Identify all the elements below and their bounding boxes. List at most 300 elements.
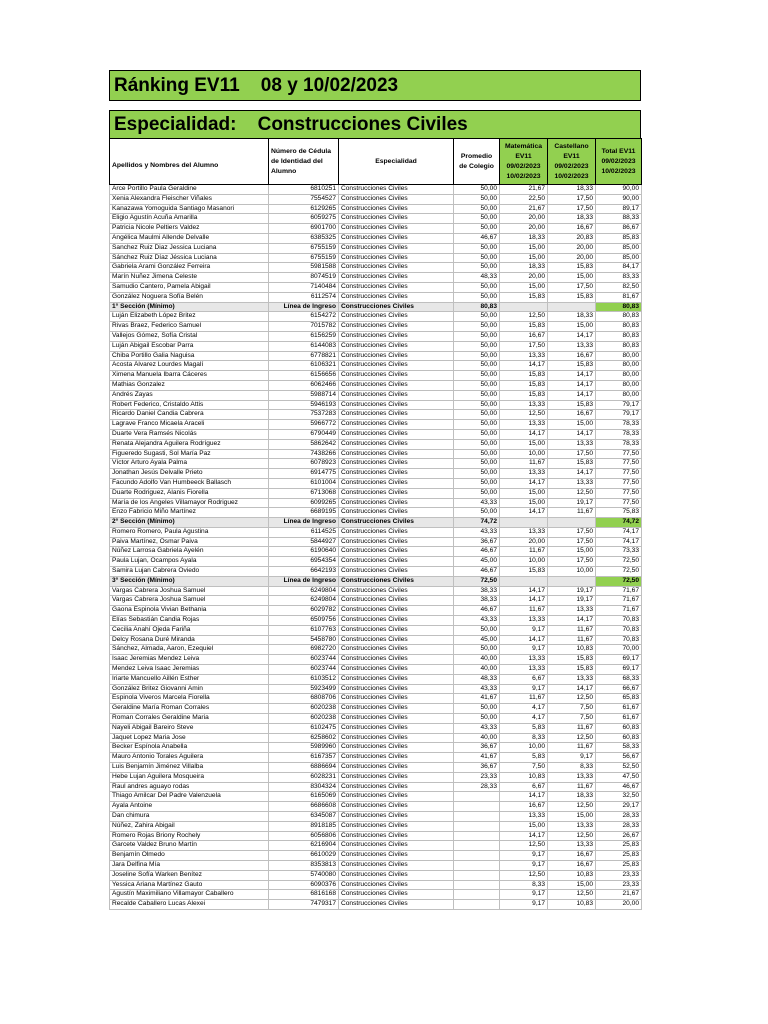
table-row: [110, 400, 642, 410]
cell-name: Samira Lujan Cabrera Oviedo: [110, 567, 269, 577]
cell-castellano: 12,50: [548, 802, 596, 812]
cell-promedio: 50,00: [454, 380, 500, 390]
cell-name: Espinola Viveros Marcela Fiorella: [110, 694, 269, 704]
cell-promedio: 40,00: [454, 665, 500, 675]
cell-matematica: 6,67: [500, 674, 548, 684]
cell-matematica: 20,00: [500, 214, 548, 224]
cell-castellano: 16,67: [548, 351, 596, 361]
cell-promedio: 45,00: [454, 557, 500, 567]
cell-especialidad: Construcciones Civiles: [339, 870, 454, 880]
cell-promedio: 40,00: [454, 733, 500, 743]
table-row: [110, 263, 642, 273]
cell-promedio: 46,67: [454, 567, 500, 577]
table-row: [110, 498, 642, 508]
cell-cedula: Línea de Ingreso: [269, 576, 339, 586]
table-row: [110, 292, 642, 302]
cell-matematica: 21,67: [500, 204, 548, 214]
cell-cedula: 6023744: [269, 665, 339, 675]
table-row: [110, 753, 642, 763]
cell-name: Raul andres aguayo rodas: [110, 782, 269, 792]
cell-castellano: 12,50: [548, 890, 596, 900]
cell-name: Sánchez Ruiz Díaz Jéssica Luciana: [110, 253, 269, 263]
cell-promedio: 43,33: [454, 616, 500, 626]
cell-matematica: 18,33: [500, 263, 548, 273]
cell-total: 26,67: [596, 831, 642, 841]
cell-name: Garcete Valdez Bruno Martín: [110, 841, 269, 851]
cell-total: 23,33: [596, 880, 642, 890]
cell-total: 90,00: [596, 185, 642, 195]
cell-cedula: 6129265: [269, 204, 339, 214]
cell-especialidad: Construcciones Civiles: [339, 527, 454, 537]
cell-matematica: [500, 518, 548, 528]
cell-total: 77,50: [596, 459, 642, 469]
cell-total: 89,17: [596, 204, 642, 214]
cell-name: Facundo Adolfo Van Humbeeck Ballasch: [110, 478, 269, 488]
table-row: [110, 194, 642, 204]
cell-promedio: 46,67: [454, 233, 500, 243]
table-row: [110, 429, 642, 439]
cell-matematica: 15,83: [500, 380, 548, 390]
cell-especialidad: Construcciones Civiles: [339, 282, 454, 292]
table-row: [110, 390, 642, 400]
cell-especialidad: Construcciones Civiles: [339, 233, 454, 243]
cell-promedio: 48,33: [454, 273, 500, 283]
cell-name: Ricardo Daniel Candia Cabrera: [110, 410, 269, 420]
cell-matematica: 9,17: [500, 684, 548, 694]
cell-total: 88,33: [596, 214, 642, 224]
cell-name: Vargas Cabrera Joshua Samuel: [110, 586, 269, 596]
table-row: [110, 665, 642, 675]
header-total: Total EV11 09/02/2023 10/02/2023: [596, 139, 642, 185]
header-cedula: Número de Cédula de Identidad del Alumno: [269, 139, 339, 185]
cell-cedula: 6107763: [269, 625, 339, 635]
cell-name: Mathias Gonzalez: [110, 380, 269, 390]
header-especialidad: Especialidad: [339, 139, 454, 185]
cell-castellano: 12,50: [548, 733, 596, 743]
cell-name: Paula Lujan, Ocampos Ayala: [110, 557, 269, 567]
cell-name: Figueredo Sugasti, Sol María Paz: [110, 449, 269, 459]
cell-promedio: [454, 900, 500, 910]
cell-matematica: 7,50: [500, 763, 548, 773]
cell-castellano: 14,17: [548, 371, 596, 381]
cell-especialidad: Construcciones Civiles: [339, 812, 454, 822]
cell-name: Lagrave Franco Micaela Araceli: [110, 420, 269, 430]
cell-promedio: 50,00: [454, 282, 500, 292]
cell-castellano: 15,00: [548, 420, 596, 430]
cell-total: 61,67: [596, 714, 642, 724]
cell-total: 80,83: [596, 322, 642, 332]
table-row: [110, 674, 642, 684]
table-row: [110, 860, 642, 870]
cell-castellano: 13,33: [548, 606, 596, 616]
cell-name: Jonathan Jesús Delvalle Prieto: [110, 469, 269, 479]
cell-especialidad: Construcciones Civiles: [339, 841, 454, 851]
cell-matematica: 15,83: [500, 567, 548, 577]
cell-cedula: 6112574: [269, 292, 339, 302]
cell-total: 80,83: [596, 312, 642, 322]
cell-cedula: 6020238: [269, 714, 339, 724]
cell-promedio: 40,00: [454, 655, 500, 665]
table-row: [110, 380, 642, 390]
cell-name: Mendez Leiva Isaac Jeremias: [110, 665, 269, 675]
cell-name: Rivas Braez, Federico Samuel: [110, 322, 269, 332]
cell-name: Angélica Maulmi Allende Delvalle: [110, 233, 269, 243]
cell-total: 25,83: [596, 841, 642, 851]
cell-cedula: 6816168: [269, 890, 339, 900]
table-row: [110, 410, 642, 420]
table-row: [110, 733, 642, 743]
cell-castellano: 15,83: [548, 459, 596, 469]
cell-name: Delcy Rosana Duré Miranda: [110, 635, 269, 645]
cell-matematica: 16,67: [500, 331, 548, 341]
cell-total: 70,83: [596, 635, 642, 645]
cell-promedio: 43,33: [454, 498, 500, 508]
cell-promedio: 50,00: [454, 439, 500, 449]
cell-promedio: 50,00: [454, 488, 500, 498]
cell-total: 80,00: [596, 390, 642, 400]
cell-total: 83,33: [596, 273, 642, 283]
cell-promedio: 50,00: [454, 508, 500, 518]
cell-especialidad: Construcciones Civiles: [339, 312, 454, 322]
cell-especialidad: Construcciones Civiles: [339, 645, 454, 655]
table-row: [110, 743, 642, 753]
cell-promedio: 50,00: [454, 410, 500, 420]
cell-matematica: 21,67: [500, 185, 548, 195]
cell-total: 85,00: [596, 243, 642, 253]
table-row: [110, 714, 642, 724]
cell-total: 71,67: [596, 596, 642, 606]
cell-especialidad: Construcciones Civiles: [339, 880, 454, 890]
cell-especialidad: Construcciones Civiles: [339, 704, 454, 714]
cell-especialidad: Construcciones Civiles: [339, 194, 454, 204]
table-row: [110, 508, 642, 518]
cell-castellano: 14,17: [548, 684, 596, 694]
cell-promedio: 28,33: [454, 782, 500, 792]
cell-castellano: 17,50: [548, 537, 596, 547]
cell-cedula: 5844927: [269, 537, 339, 547]
cell-matematica: 14,17: [500, 429, 548, 439]
cell-promedio: [454, 890, 500, 900]
table-row: [110, 831, 642, 841]
cell-promedio: [454, 870, 500, 880]
cell-cedula: 6755159: [269, 243, 339, 253]
table-row: [110, 890, 642, 900]
cell-castellano: 17,50: [548, 194, 596, 204]
table-row: [110, 684, 642, 694]
cell-name: González Britez Giovanni Amin: [110, 684, 269, 694]
cell-total: 84,17: [596, 263, 642, 273]
cell-cedula: 6062466: [269, 380, 339, 390]
cell-especialidad: Construcciones Civiles: [339, 390, 454, 400]
cell-promedio: 50,00: [454, 312, 500, 322]
cell-promedio: 43,33: [454, 723, 500, 733]
cell-cedula: 6249804: [269, 586, 339, 596]
table-row: [110, 224, 642, 234]
section-row: [110, 302, 642, 312]
cell-castellano: 11,67: [548, 635, 596, 645]
cell-castellano: 16,67: [548, 224, 596, 234]
cell-castellano: 15,00: [548, 273, 596, 283]
cell-especialidad: Construcciones Civiles: [339, 204, 454, 214]
cell-cedula: 6144083: [269, 341, 339, 351]
table-row: [110, 870, 642, 880]
cell-promedio: 50,00: [454, 449, 500, 459]
cell-castellano: 16,67: [548, 851, 596, 861]
cell-total: 81,67: [596, 292, 642, 302]
cell-matematica: 17,50: [500, 341, 548, 351]
cell-total: 75,83: [596, 508, 642, 518]
cell-name: Recalde Caballero Lucas Alexei: [110, 900, 269, 910]
cell-cedula: 6982720: [269, 645, 339, 655]
cell-especialidad: Construcciones Civiles: [339, 831, 454, 841]
cell-cedula: Línea de Ingreso: [269, 518, 339, 528]
table-row: [110, 802, 642, 812]
cell-matematica: [500, 576, 548, 586]
cell-total: 21,67: [596, 890, 642, 900]
table-body: [110, 185, 642, 910]
cell-matematica: 15,00: [500, 498, 548, 508]
cell-total: 32,50: [596, 792, 642, 802]
cell-castellano: 14,17: [548, 616, 596, 626]
table-row: [110, 371, 642, 381]
cell-promedio: 50,00: [454, 478, 500, 488]
cell-cedula: 8353813: [269, 860, 339, 870]
cell-name: Andrés Zayas: [110, 390, 269, 400]
cell-name: Ximena Manuela Ibarra Cáceres: [110, 371, 269, 381]
cell-especialidad: Construcciones Civiles: [339, 586, 454, 596]
cell-promedio: 50,00: [454, 194, 500, 204]
cell-name: Luján Abigail Escobar Parra: [110, 341, 269, 351]
cell-total: 60,83: [596, 723, 642, 733]
cell-cedula: 6114525: [269, 527, 339, 537]
cell-matematica: 15,83: [500, 292, 548, 302]
cell-castellano: 18,33: [548, 792, 596, 802]
cell-total: 80,00: [596, 371, 642, 381]
cell-matematica: 11,67: [500, 606, 548, 616]
cell-promedio: 50,00: [454, 185, 500, 195]
cell-cedula: 6713068: [269, 488, 339, 498]
cell-cedula: 6914775: [269, 469, 339, 479]
cell-total: 80,83: [596, 331, 642, 341]
cell-matematica: 9,17: [500, 851, 548, 861]
cell-cedula: 5740080: [269, 870, 339, 880]
cell-especialidad: Construcciones Civiles: [339, 351, 454, 361]
table-row: [110, 420, 642, 430]
cell-matematica: 15,00: [500, 243, 548, 253]
cell-especialidad: Construcciones Civiles: [339, 478, 454, 488]
cell-total: 23,33: [596, 870, 642, 880]
cell-cedula: 6101004: [269, 478, 339, 488]
cell-especialidad: Construcciones Civiles: [339, 508, 454, 518]
cell-name: Patricia Nicole Peltiers Valdez: [110, 224, 269, 234]
cell-especialidad: Construcciones Civiles: [339, 900, 454, 910]
cell-total: 72,50: [596, 576, 642, 586]
cell-promedio: [454, 802, 500, 812]
cell-matematica: 15,00: [500, 253, 548, 263]
cell-cedula: 6686608: [269, 802, 339, 812]
cell-cedula: 7140484: [269, 282, 339, 292]
table-row: [110, 772, 642, 782]
cell-cedula: 6156656: [269, 371, 339, 381]
cell-total: 69,17: [596, 665, 642, 675]
table-row: [110, 361, 642, 371]
cell-especialidad: Construcciones Civiles: [339, 273, 454, 283]
cell-promedio: [454, 860, 500, 870]
cell-total: 78,33: [596, 420, 642, 430]
cell-cedula: 7554527: [269, 194, 339, 204]
cell-matematica: 13,33: [500, 527, 548, 537]
cell-especialidad: Construcciones Civiles: [339, 302, 454, 312]
table-row: [110, 616, 642, 626]
cell-matematica: 5,83: [500, 723, 548, 733]
cell-cedula: 6090376: [269, 880, 339, 890]
cell-cedula: 6216904: [269, 841, 339, 851]
cell-especialidad: Construcciones Civiles: [339, 557, 454, 567]
cell-castellano: 16,67: [548, 860, 596, 870]
cell-name: 2° Sección (Mínimo): [110, 518, 269, 528]
cell-promedio: 50,00: [454, 243, 500, 253]
cell-promedio: 38,33: [454, 586, 500, 596]
cell-especialidad: Construcciones Civiles: [339, 782, 454, 792]
cell-total: 90,00: [596, 194, 642, 204]
cell-cedula: 6249804: [269, 596, 339, 606]
table-row: [110, 880, 642, 890]
cell-name: Becker Espínola Anabella: [110, 743, 269, 753]
cell-total: 46,67: [596, 782, 642, 792]
cell-especialidad: Construcciones Civiles: [339, 292, 454, 302]
cell-castellano: 17,50: [548, 449, 596, 459]
cell-promedio: 50,00: [454, 322, 500, 332]
cell-castellano: 20,00: [548, 253, 596, 263]
cell-especialidad: Construcciones Civiles: [339, 655, 454, 665]
table-row: [110, 273, 642, 283]
cell-name: Ayala Antoine: [110, 802, 269, 812]
table-row: [110, 851, 642, 861]
table-row: [110, 704, 642, 714]
cell-especialidad: Construcciones Civiles: [339, 635, 454, 645]
cell-cedula: 6954354: [269, 557, 339, 567]
table-row: [110, 439, 642, 449]
table-row: [110, 449, 642, 459]
cell-especialidad: Construcciones Civiles: [339, 371, 454, 381]
cell-name: Hebe Lujan Aguilera Mosqueira: [110, 772, 269, 782]
cell-name: Luján Elizabeth López Britez: [110, 312, 269, 322]
cell-cedula: Línea de Ingreso: [269, 302, 339, 312]
cell-cedula: 6029782: [269, 606, 339, 616]
cell-name: Arce Portillo Paula Geraldine: [110, 185, 269, 195]
cell-promedio: 50,00: [454, 214, 500, 224]
page-title: Ránking EV11 08 y 10/02/2023: [109, 70, 641, 101]
cell-promedio: 23,33: [454, 772, 500, 782]
cell-especialidad: Construcciones Civiles: [339, 753, 454, 763]
cell-promedio: 50,00: [454, 371, 500, 381]
table-row: [110, 557, 642, 567]
cell-total: 70,00: [596, 645, 642, 655]
cell-castellano: 13,33: [548, 341, 596, 351]
table-row: [110, 527, 642, 537]
cell-cedula: 6385325: [269, 233, 339, 243]
cell-name: Dan chimura: [110, 812, 269, 822]
cell-castellano: 7,50: [548, 714, 596, 724]
cell-matematica: [500, 302, 548, 312]
table-row: [110, 537, 642, 547]
cell-especialidad: Construcciones Civiles: [339, 361, 454, 371]
cell-castellano: 9,17: [548, 753, 596, 763]
cell-matematica: 4,17: [500, 704, 548, 714]
cell-total: 25,83: [596, 851, 642, 861]
cell-especialidad: Construcciones Civiles: [339, 821, 454, 831]
cell-name: María de los Angeles Villamayor Rodriguez: [110, 498, 269, 508]
cell-promedio: 50,00: [454, 341, 500, 351]
cell-name: Nayeli Abigail Bareiro Steve: [110, 723, 269, 733]
cell-especialidad: Construcciones Civiles: [339, 459, 454, 469]
cell-castellano: [548, 518, 596, 528]
cell-promedio: 50,00: [454, 390, 500, 400]
cell-total: 77,50: [596, 478, 642, 488]
cell-matematica: 14,17: [500, 508, 548, 518]
cell-especialidad: Construcciones Civiles: [339, 537, 454, 547]
cell-promedio: 45,00: [454, 635, 500, 645]
cell-cedula: 6190640: [269, 547, 339, 557]
cell-cedula: 6099265: [269, 498, 339, 508]
cell-castellano: 15,83: [548, 665, 596, 675]
section-row: [110, 518, 642, 528]
cell-promedio: 50,00: [454, 714, 500, 724]
cell-cedula: 8304324: [269, 782, 339, 792]
cell-cedula: 7015782: [269, 322, 339, 332]
cell-promedio: 50,00: [454, 361, 500, 371]
cell-cedula: 6020238: [269, 704, 339, 714]
table-row: [110, 351, 642, 361]
cell-total: 56,67: [596, 753, 642, 763]
cell-matematica: 14,17: [500, 596, 548, 606]
cell-matematica: 20,00: [500, 273, 548, 283]
cell-castellano: 13,33: [548, 439, 596, 449]
cell-castellano: 11,67: [548, 625, 596, 635]
cell-total: 80,00: [596, 361, 642, 371]
cell-castellano: 17,50: [548, 282, 596, 292]
cell-name: Samudio Cantero, Pamela Abigail: [110, 282, 269, 292]
cell-matematica: 13,33: [500, 616, 548, 626]
cell-name: Joseline Sofía Warken Benítez: [110, 870, 269, 880]
cell-cedula: 6059275: [269, 214, 339, 224]
cell-promedio: 50,00: [454, 351, 500, 361]
cell-matematica: 9,17: [500, 860, 548, 870]
cell-castellano: 15,00: [548, 322, 596, 332]
cell-cedula: 6102475: [269, 723, 339, 733]
table-row: [110, 341, 642, 351]
cell-matematica: 8,33: [500, 880, 548, 890]
cell-matematica: 13,33: [500, 812, 548, 822]
cell-promedio: 80,83: [454, 302, 500, 312]
table-row: [110, 821, 642, 831]
cell-especialidad: Construcciones Civiles: [339, 224, 454, 234]
cell-promedio: 50,00: [454, 469, 500, 479]
cell-especialidad: Construcciones Civiles: [339, 488, 454, 498]
cell-promedio: [454, 821, 500, 831]
cell-castellano: 13,33: [548, 478, 596, 488]
cell-promedio: 50,00: [454, 331, 500, 341]
cell-castellano: 14,17: [548, 380, 596, 390]
cell-total: 80,00: [596, 351, 642, 361]
cell-promedio: 50,00: [454, 263, 500, 273]
cell-name: Elías Sebastián Candia Rojas: [110, 616, 269, 626]
cell-cedula: 6023744: [269, 655, 339, 665]
cell-name: Sanchez Ruiz Diaz Jessica Luciana: [110, 243, 269, 253]
cell-total: 82,50: [596, 282, 642, 292]
cell-total: 77,50: [596, 449, 642, 459]
cell-total: 71,67: [596, 586, 642, 596]
